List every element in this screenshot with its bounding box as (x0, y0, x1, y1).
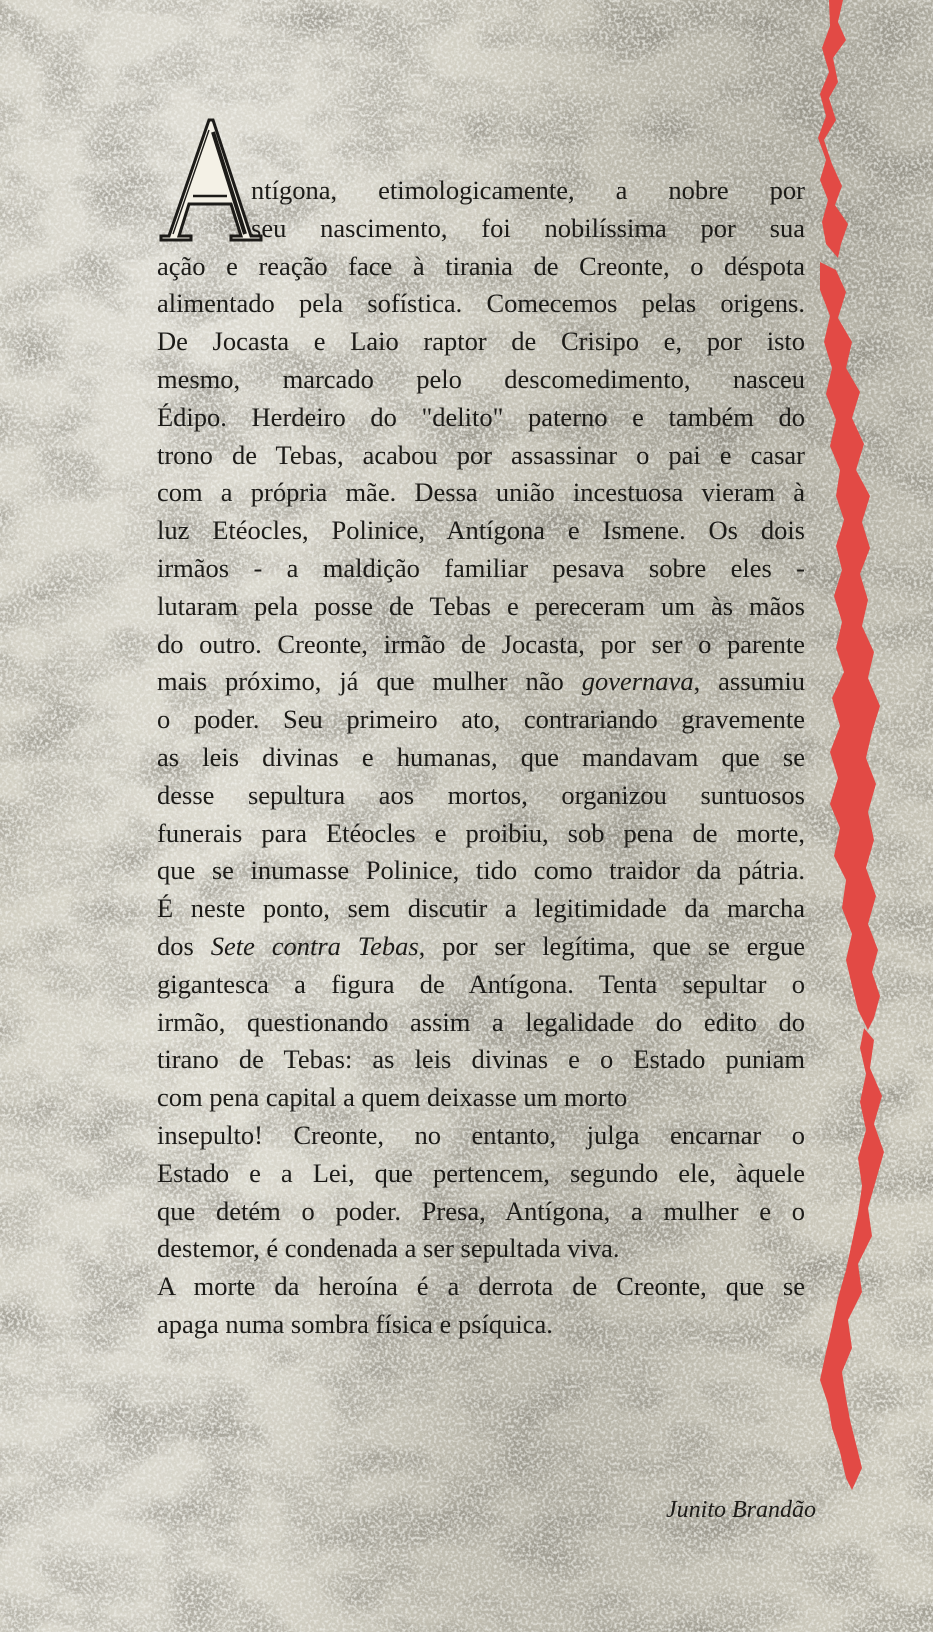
main-text-block (157, 118, 805, 1344)
text-fragment: por ser legítima, que se ergue (442, 930, 805, 961)
text-line: desse sepultura aos mortos, organizou suntuosos (157, 779, 805, 810)
text-line: Estado e a Lei, que pertencem, segundo ele, àquele (157, 1157, 805, 1188)
text-line: É neste ponto, sem discutir a legitimidade da marcha (157, 893, 805, 924)
text-line: tirano de Tebas: as leis divinas e o Estado puniam (157, 1044, 805, 1075)
text-line: ntígona, etimologicamente, a nobre por (251, 175, 805, 205)
text-fragment: , assumiu (693, 666, 805, 697)
text-line (157, 663, 805, 701)
red-stripe-segment-bottom (820, 1028, 884, 1490)
text-fragment: mais próximo, já que mulher não (157, 666, 564, 697)
text-line: Édipo. Herdeiro do "delito" paterno e também do (157, 401, 805, 432)
text-line: irmãos - a maldição familiar pesava sobre eles - (157, 552, 805, 583)
text-line: alimentado pela sofística. Comecemos pelas origens. (157, 288, 805, 319)
text-line (157, 928, 805, 966)
text-line: mesmo, marcado pelo descomedimento, nasceu (157, 363, 805, 394)
text-line: lutaram pela posse de Tebas e pereceram um às mãos (157, 590, 805, 621)
text-line: com a própria mãe. Dessa união incestuosa vieram à (157, 477, 805, 508)
text-line: insepulto! Creonte, no entanto, julga encarnar o (157, 1119, 805, 1150)
drop-cap-A (157, 118, 269, 253)
text-line: ação e reação face à tirania de Creonte, o déspota (157, 250, 805, 281)
author-signature: Junito Brandão (666, 1497, 816, 1523)
text-line: funerais para Etéocles e proibiu, sob pena de morte, (157, 817, 805, 848)
text-line: o poder. Seu primeiro ato, contrariando gravemente (157, 704, 805, 735)
italic-term: governava (581, 666, 694, 697)
text-line: as leis divinas e humanas, que mandavam que se (157, 741, 805, 772)
text-line: que se inumasse Polinice, tido como traidor da pátria. (157, 855, 805, 886)
text-line: irmão, questionando assim a legalidade do edito do (157, 1006, 805, 1037)
text-line: luz Etéocles, Polinice, Antígona e Ismene. Os dois (157, 515, 805, 546)
text-line: destemor, é condenada a ser sepultada viva. (157, 1233, 620, 1264)
red-stripe-segment-top (818, 0, 848, 258)
text-line: A morte da heroína é a derrota de Creonte, que se (157, 1271, 805, 1302)
text-line: com pena capital a quem deixasse um morto (157, 1082, 628, 1113)
text-line: do outro. Creonte, irmão de Jocasta, por ser o parente (157, 628, 805, 659)
text-line: seu nascimento, foi nobilíssima por sua (251, 212, 805, 243)
text-line: De Jocasta e Laio raptor de Crisipo e, por isto (157, 326, 805, 357)
red-stripe-segment-middle (820, 262, 880, 1030)
text-line: que detém o poder. Presa, Antígona, a mulher e o (157, 1195, 805, 1226)
text-fragment: dos (157, 930, 194, 961)
italic-title: Sete contra Tebas, (210, 930, 426, 961)
body-paragraph (157, 172, 805, 1344)
text-line: trono de Tebas, acabou por assassinar o pai e casar (157, 439, 805, 470)
text-line: apaga numa sombra física e psíquica. (157, 1308, 553, 1339)
text-line: gigantesca a figura de Antígona. Tenta sepultar o (157, 968, 805, 999)
